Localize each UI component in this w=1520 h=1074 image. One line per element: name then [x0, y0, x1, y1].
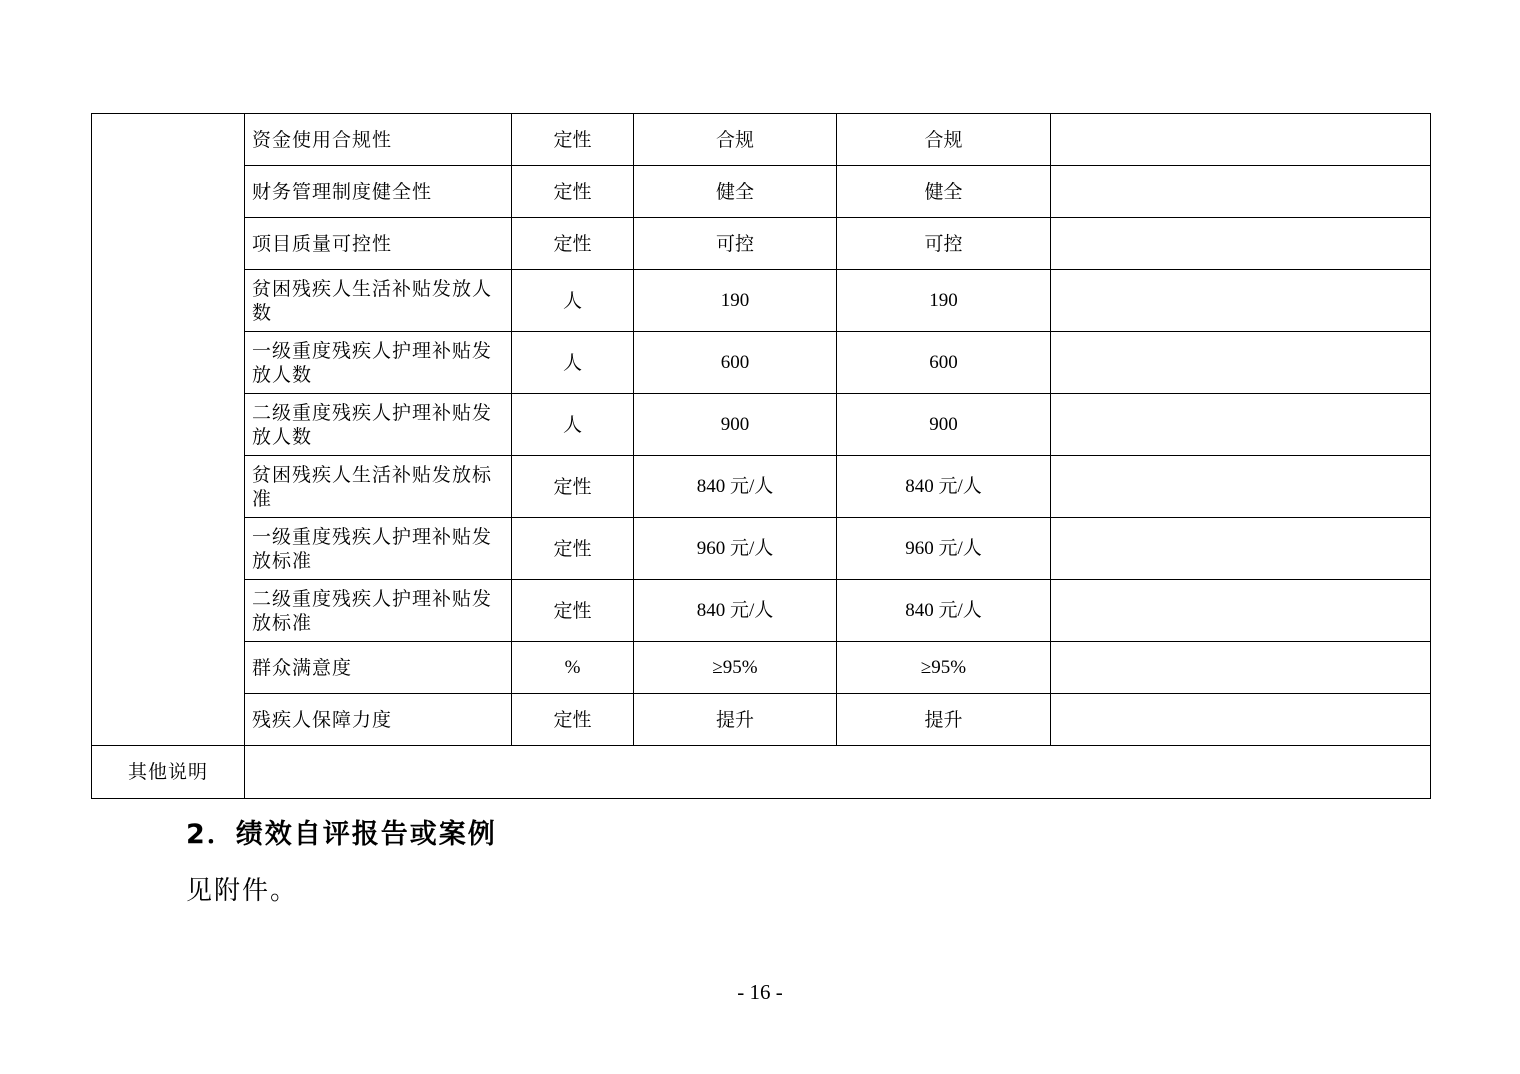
indicator-cell: 残疾人保障力度: [245, 694, 512, 746]
target-cell: 900: [634, 394, 837, 456]
unit-cell: 定性: [512, 456, 634, 518]
indicator-cell: 贫困残疾人生活补贴发放标准: [245, 456, 512, 518]
unit-cell: 人: [512, 394, 634, 456]
page-number: - 16 -: [737, 980, 783, 1004]
table-row: [92, 218, 1431, 270]
table-row: [92, 580, 1431, 642]
table-row: [92, 394, 1431, 456]
unit-cell: 定性: [512, 218, 634, 270]
other-notes-label: 其他说明: [92, 746, 245, 799]
actual-cell: 960 元/人: [837, 518, 1051, 580]
table-row: [92, 114, 1431, 166]
category-cell: [92, 114, 245, 746]
table-row: [92, 642, 1431, 694]
note-cell: [1051, 642, 1431, 694]
target-cell: 190: [634, 270, 837, 332]
actual-cell: 合规: [837, 114, 1051, 166]
other-notes-row: [92, 746, 1431, 799]
note-cell: [1051, 456, 1431, 518]
indicator-cell: 一级重度残疾人护理补贴发放人数: [245, 332, 512, 394]
note-cell: [1051, 518, 1431, 580]
actual-cell: 840 元/人: [837, 456, 1051, 518]
target-cell: ≥95%: [634, 642, 837, 694]
unit-cell: 人: [512, 270, 634, 332]
table-row: [92, 332, 1431, 394]
actual-cell: 600: [837, 332, 1051, 394]
target-cell: 960 元/人: [634, 518, 837, 580]
target-cell: 840 元/人: [634, 456, 837, 518]
unit-cell: 定性: [512, 166, 634, 218]
actual-cell: 840 元/人: [837, 580, 1051, 642]
actual-cell: 900: [837, 394, 1051, 456]
actual-cell: 健全: [837, 166, 1051, 218]
note-cell: [1051, 270, 1431, 332]
indicator-cell: 二级重度残疾人护理补贴发放标准: [245, 580, 512, 642]
indicator-cell: 群众满意度: [245, 642, 512, 694]
target-cell: 健全: [634, 166, 837, 218]
target-cell: 600: [634, 332, 837, 394]
section-body: 见附件。: [186, 876, 299, 906]
unit-cell: %: [512, 642, 634, 694]
other-notes-value: [245, 746, 1431, 799]
table-row: [92, 518, 1431, 580]
indicator-cell: 资金使用合规性: [245, 114, 512, 166]
note-cell: [1051, 694, 1431, 746]
note-cell: [1051, 218, 1431, 270]
actual-cell: 可控: [837, 218, 1051, 270]
actual-cell: 190: [837, 270, 1051, 332]
target-cell: 提升: [634, 694, 837, 746]
unit-cell: 定性: [512, 114, 634, 166]
target-cell: 可控: [634, 218, 837, 270]
unit-cell: 定性: [512, 518, 634, 580]
indicator-cell: 贫困残疾人生活补贴发放人数: [245, 270, 512, 332]
note-cell: [1051, 166, 1431, 218]
indicator-cell: 二级重度残疾人护理补贴发放人数: [245, 394, 512, 456]
target-cell: 合规: [634, 114, 837, 166]
table-row: [92, 270, 1431, 332]
performance-table: [91, 113, 1431, 799]
note-cell: [1051, 580, 1431, 642]
note-cell: [1051, 114, 1431, 166]
table-row: [92, 166, 1431, 218]
note-cell: [1051, 332, 1431, 394]
table-row: [92, 456, 1431, 518]
note-cell: [1051, 394, 1431, 456]
indicator-cell: 一级重度残疾人护理补贴发放标准: [245, 518, 512, 580]
table-row: [92, 694, 1431, 746]
actual-cell: 提升: [837, 694, 1051, 746]
indicator-cell: 财务管理制度健全性: [245, 166, 512, 218]
section-heading: 2．绩效自评报告或案例: [186, 819, 497, 850]
target-cell: 840 元/人: [634, 580, 837, 642]
unit-cell: 定性: [512, 580, 634, 642]
unit-cell: 人: [512, 332, 634, 394]
indicator-cell: 项目质量可控性: [245, 218, 512, 270]
unit-cell: 定性: [512, 694, 634, 746]
actual-cell: ≥95%: [837, 642, 1051, 694]
